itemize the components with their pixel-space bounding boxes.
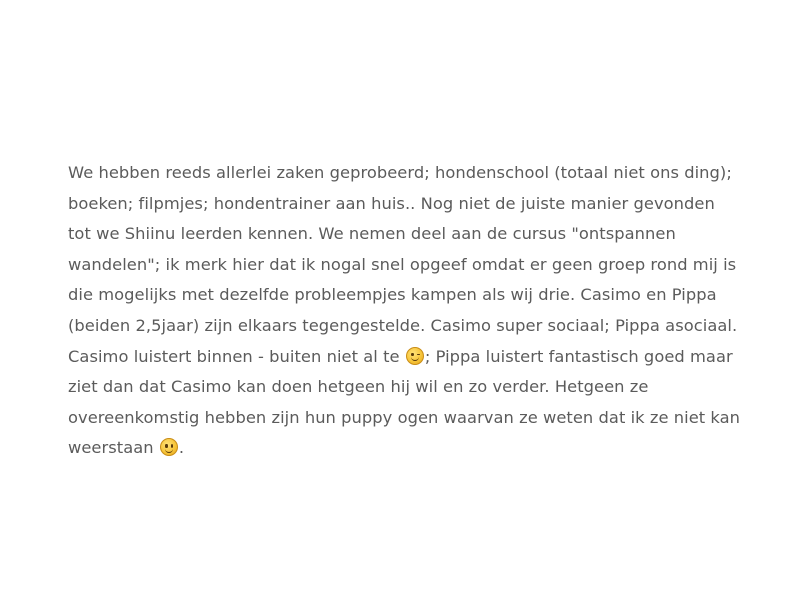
text-line bbox=[68, 250, 748, 281]
text-line bbox=[68, 158, 748, 189]
text-segment: . bbox=[178, 438, 185, 458]
highlighted-text: die mogelijks met dezelfde probleempjes kampen als wij drie. bbox=[68, 285, 576, 305]
text-segment: ziet dan dat Casimo kan doen hetgeen hij wil en zo verder. Hetgeen ze bbox=[68, 377, 649, 397]
smiling-face-icon bbox=[160, 438, 178, 456]
highlighted-text: reeds allerlei zaken geprobeerd; hondenschool (totaal niet ons ding); bbox=[165, 163, 732, 182]
text-line bbox=[68, 189, 748, 220]
testimonial-text bbox=[68, 158, 748, 464]
text-segment: Casimo en Pippa bbox=[575, 285, 717, 305]
text-line bbox=[68, 403, 748, 434]
highlighted-text: tot we Shiinu leerden kennen. bbox=[68, 224, 314, 244]
text-line bbox=[68, 372, 748, 403]
text-segment: (beiden bbox=[68, 315, 136, 335]
text-line bbox=[68, 433, 748, 464]
text-segment: We nemen deel aan de cursus "ontspannen bbox=[313, 224, 676, 244]
text-segment: ) zijn elkaars tegengestelde. Casimo super sociaal; Pippa asociaal. bbox=[192, 315, 738, 335]
text-line bbox=[68, 219, 748, 250]
text-segment: Casimo luistert binnen - buiten niet al te bbox=[68, 346, 405, 366]
highlighted-text: ik merk hier dat ik nogal snel opgeef omdat er geen groep rond mij is bbox=[165, 254, 737, 274]
winking-face-icon bbox=[406, 347, 424, 365]
highlighted-text: 2,5jaar bbox=[135, 315, 193, 335]
highlighted-text: boeken; filpmjes; hondentrainer aan huis.. Nog niet de juiste manier gevonden bbox=[68, 193, 715, 213]
text-segment: wandelen"; bbox=[68, 254, 166, 274]
text-segment: We hebben bbox=[68, 163, 166, 182]
text-line bbox=[68, 311, 748, 342]
text-segment: ; Pippa luistert fantastisch goed maar bbox=[424, 346, 733, 366]
text-line bbox=[68, 342, 748, 373]
text-line bbox=[68, 280, 748, 311]
text-segment: weerstaan bbox=[68, 438, 159, 458]
text-segment: overeenkomstig hebben zijn hun puppy ogen waarvan ze weten dat ik ze niet kan bbox=[68, 407, 741, 427]
